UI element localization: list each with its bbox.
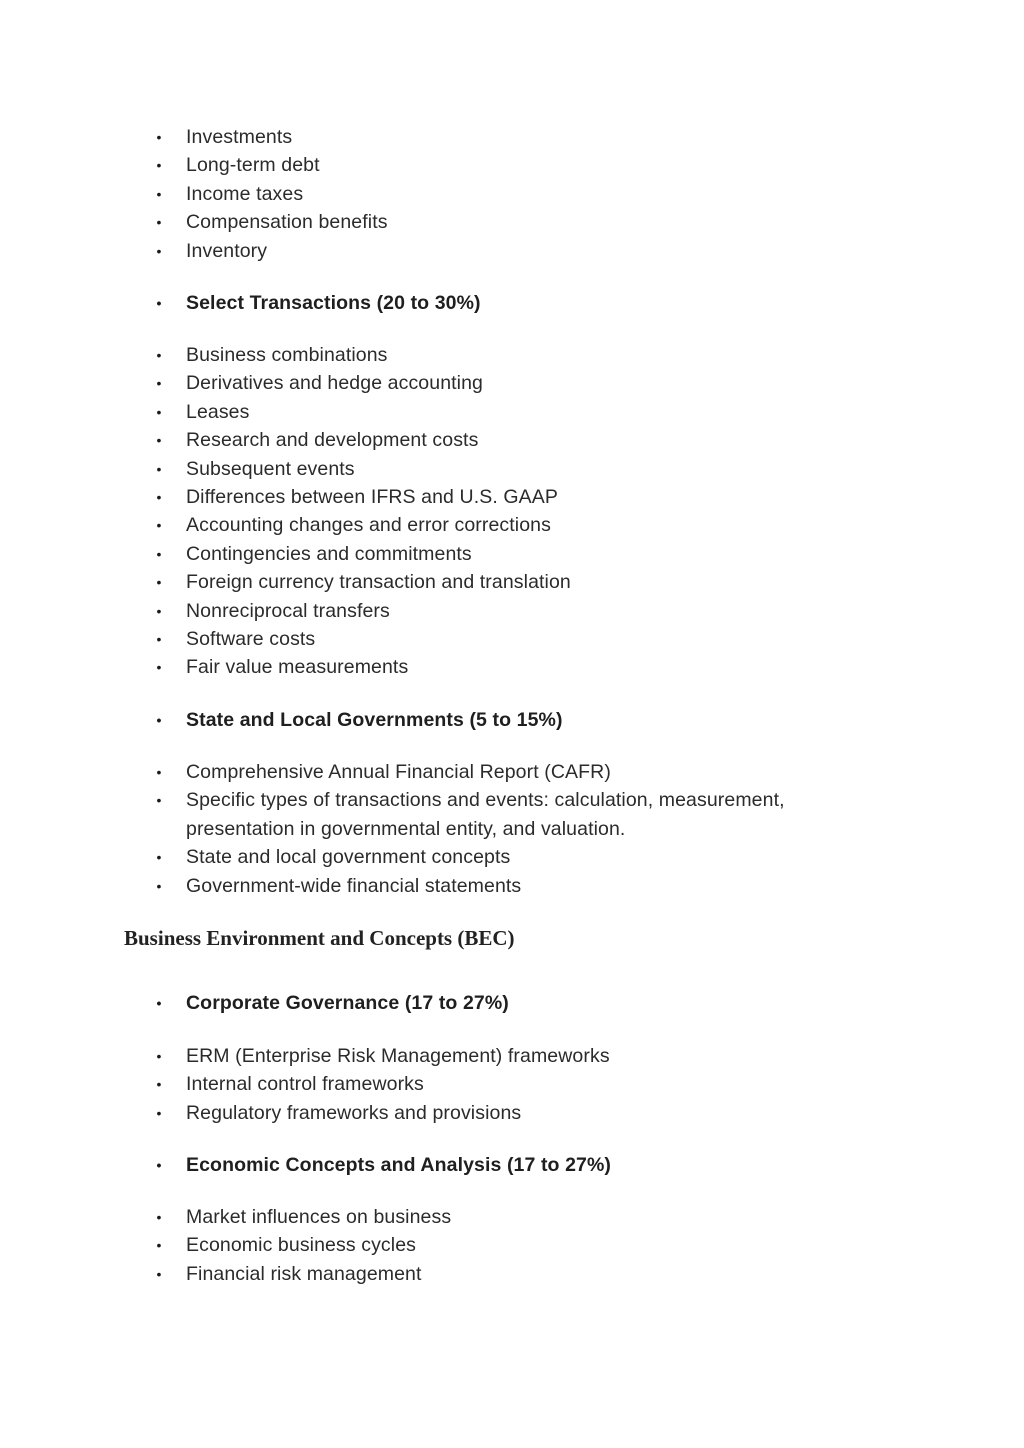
list-heading: • Select Transactions (20 to 30%) bbox=[152, 289, 872, 317]
bullet-icon: • bbox=[156, 1209, 162, 1225]
list-item: • Comprehensive Annual Financial Report (CAFR) bbox=[152, 758, 852, 786]
bullet-icon: • bbox=[156, 1104, 162, 1121]
list-item: • Investments bbox=[152, 123, 872, 151]
list-heading: • State and Local Governments (5 to 15%) bbox=[152, 706, 872, 734]
list-item: • Specific types of transactions and events: calculation, measurement, presentation in governmental entity, and valuation. bbox=[152, 786, 852, 843]
topic-list-4 bbox=[152, 1042, 872, 1127]
list-item: • Internal control frameworks bbox=[152, 1070, 872, 1098]
heading-list-select-transactions bbox=[152, 289, 872, 317]
bullet-icon: • bbox=[156, 712, 162, 728]
topic-list-1 bbox=[152, 123, 872, 265]
bullet-icon: • bbox=[156, 517, 162, 534]
bullet-icon: • bbox=[156, 460, 162, 477]
bullet-icon: • bbox=[156, 375, 162, 392]
bullet-icon: • bbox=[156, 432, 162, 449]
list-heading: • Corporate Governance (17 to 27%) bbox=[152, 989, 872, 1017]
bullet-icon: • bbox=[156, 1076, 162, 1093]
list-item: • Fair value measurements bbox=[152, 653, 872, 681]
list-item: • Financial risk management bbox=[152, 1260, 872, 1288]
list-item: • Income taxes bbox=[152, 180, 872, 208]
list-item: • Inventory bbox=[152, 237, 872, 265]
list-item: • Government-wide financial statements bbox=[152, 872, 852, 900]
bullet-icon: • bbox=[156, 242, 162, 259]
bullet-icon: • bbox=[156, 295, 162, 311]
bullet-icon: • bbox=[156, 877, 162, 894]
section-title-bec: Business Environment and Concepts (BEC) bbox=[124, 926, 515, 950]
bullet-icon: • bbox=[156, 185, 162, 202]
list-item: • Software costs bbox=[152, 625, 872, 653]
list-item: • Contingencies and commitments bbox=[152, 540, 872, 568]
bullet-icon: • bbox=[156, 214, 162, 231]
list-item: • Leases bbox=[152, 398, 872, 426]
list-item: • Business combinations bbox=[152, 341, 872, 369]
list-item: • Accounting changes and error corrections bbox=[152, 511, 872, 539]
bullet-icon: • bbox=[156, 489, 162, 506]
list-item: • Research and development costs bbox=[152, 426, 872, 454]
bullet-icon: • bbox=[156, 764, 162, 780]
bullet-icon: • bbox=[156, 995, 162, 1011]
bullet-icon: • bbox=[156, 545, 162, 562]
list-item: • Nonreciprocal transfers bbox=[152, 597, 872, 625]
list-item: • Regulatory frameworks and provisions bbox=[152, 1099, 872, 1127]
list-item: • State and local government concepts bbox=[152, 843, 852, 871]
topic-list-5 bbox=[152, 1203, 872, 1288]
heading-list-state-local bbox=[152, 706, 872, 734]
bullet-icon: • bbox=[156, 574, 162, 591]
list-item: • Long-term debt bbox=[152, 151, 872, 179]
bullet-icon: • bbox=[156, 347, 162, 363]
bullet-icon: • bbox=[156, 1157, 162, 1173]
heading-list-economic-concepts bbox=[152, 1151, 872, 1179]
topic-list-2 bbox=[152, 341, 872, 682]
list-item: • Subsequent events bbox=[152, 455, 872, 483]
topic-list-3 bbox=[152, 758, 852, 900]
bullet-icon: • bbox=[156, 1237, 162, 1254]
bullet-icon: • bbox=[156, 403, 162, 420]
list-item: • Foreign currency transaction and translation bbox=[152, 568, 872, 596]
bullet-icon: • bbox=[156, 129, 162, 145]
list-item: • ERM (Enterprise Risk Management) frameworks bbox=[152, 1042, 872, 1070]
list-item: • Economic business cycles bbox=[152, 1231, 872, 1259]
list-item: • Derivatives and hedge accounting bbox=[152, 369, 872, 397]
bullet-icon: • bbox=[156, 659, 162, 676]
list-item: • Compensation benefits bbox=[152, 208, 872, 236]
heading-list-corporate-governance bbox=[152, 989, 872, 1017]
bullet-icon: • bbox=[156, 792, 162, 809]
list-item: • Differences between IFRS and U.S. GAAP bbox=[152, 483, 872, 511]
bullet-icon: • bbox=[156, 1265, 162, 1282]
bullet-icon: • bbox=[156, 602, 162, 619]
list-item: • Market influences on business bbox=[152, 1203, 872, 1231]
bullet-icon: • bbox=[156, 1048, 162, 1064]
bullet-icon: • bbox=[156, 157, 162, 174]
bullet-icon: • bbox=[156, 631, 162, 648]
bullet-icon: • bbox=[156, 849, 162, 866]
list-heading: • Economic Concepts and Analysis (17 to 27%) bbox=[152, 1151, 872, 1179]
